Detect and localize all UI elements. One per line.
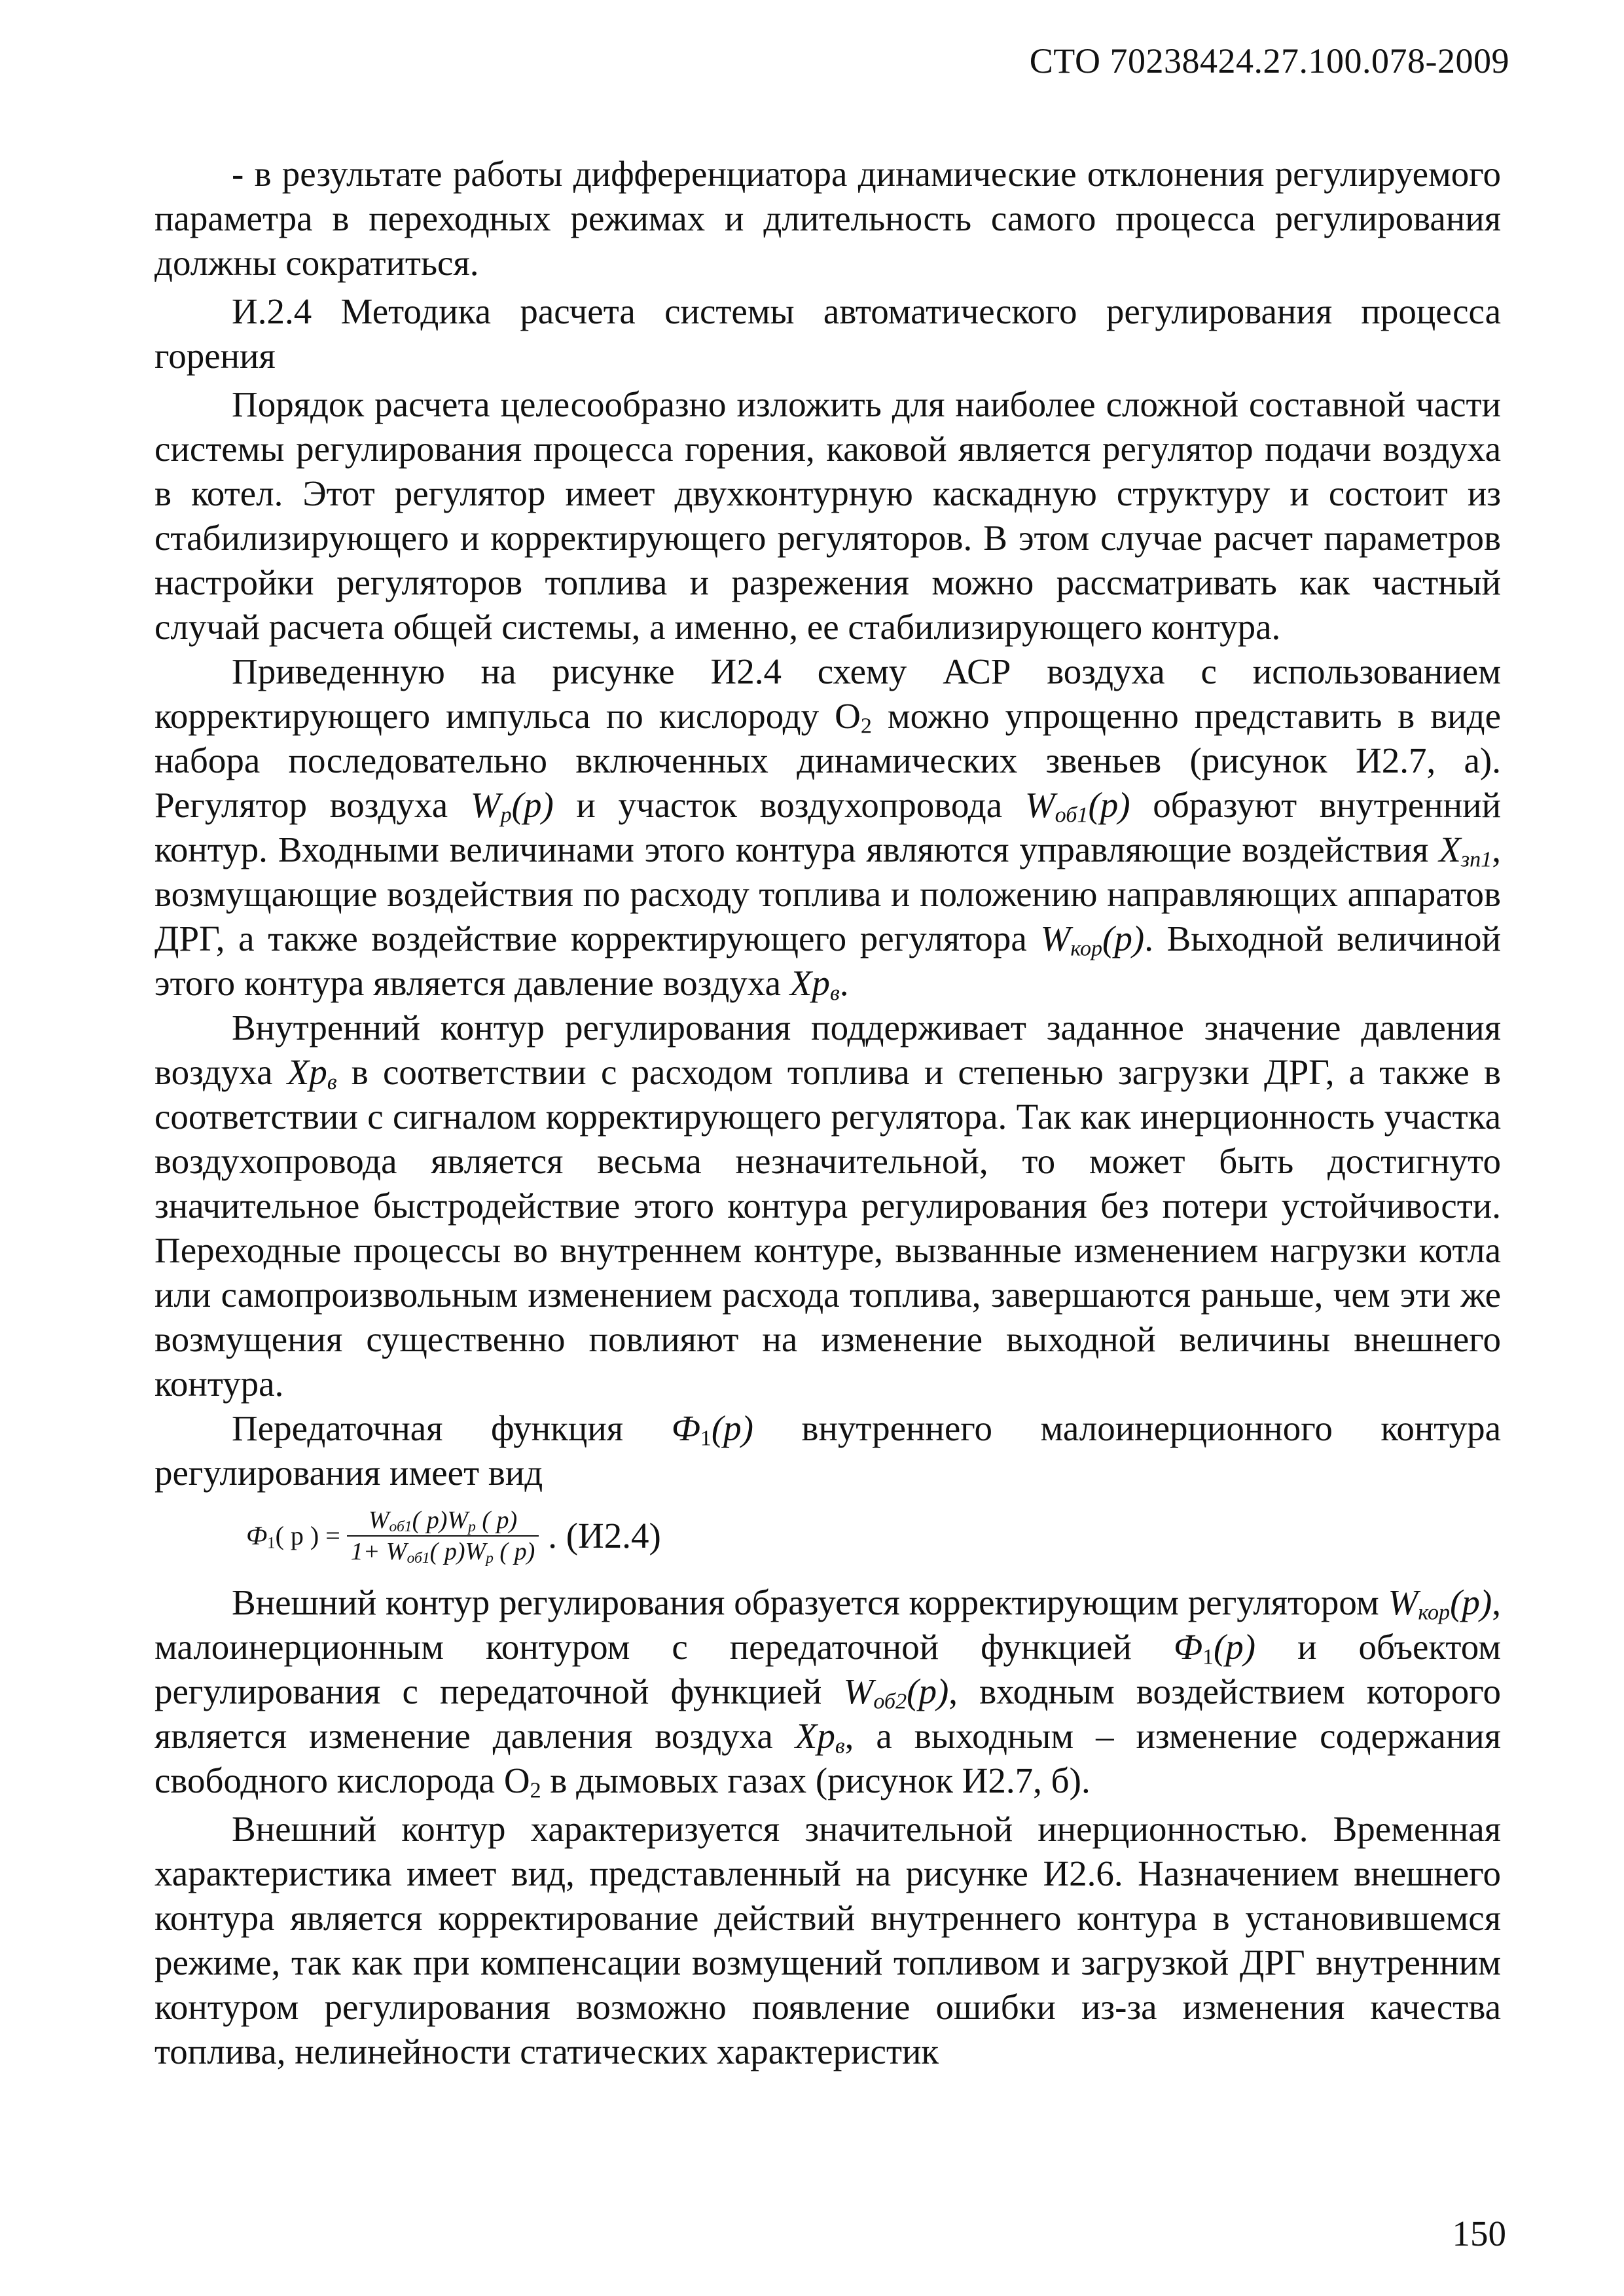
formula-denominator: $1+ W_{об1}$( $p)W_p$ ( p) [350, 1538, 535, 1567]
paragraph-4: Приведенную на рисунке И2.4 схему АСР воздуха с использованием корректирующего импульса по кислороду $O_2$ можно упрощенно представить в виде набора последовательно включенных динамических звеньев (рисунок И2.7, а). Регулятор воздуха $W_p(p)$ и участок воздухопровода $W_{об1}(p)$ образуют внутренний контур. Входными величинами этого контура являются управляющие воздействия $X_{зп1}$, возмущающие воздействия по расходу топлива и положению направляющих аппаратов ДРГ, а также воздействие корректирующего регулятора $W_{кор}(p)$. Выходной величиной этого контура является давление воздуха $Xp_в$. [154, 651, 1502, 1006]
var-xpv: $Xp_в$ [795, 1716, 845, 1758]
paragraph-3: Порядок расчета целесообразно изложить для наиболее сложной составной части системы регулирования процесса горения, каковой является регулятор подачи воздуха в котел. Этот регулятор имеет двухконтурную каскадную структуру и состоит из стабилизирующего и корректирующего регуляторов. В этом случае расчет параметров настройки регуляторов топлива и разрежения можно рассматривать как частный случай расчета общей системы, а именно, ее стабилизирующего контура. [154, 384, 1501, 647]
paragraph-5: Внутренний контур регулирования поддерживает заданное значение давления воздуха $Xp_в$ в соответствии с расходом топлива и степенью загрузки ДРГ, а также в соответствии с сигналом корректирующего регулятора. Так как инерционность участка воздухопровода является весьма незначительной, то может быть достигнуто значительное быстродействие этого контура регулирования без потери устойчивости. Переходные процессы во внутреннем контуре, вызванные изменением нагрузки котла или самопроизвольным изменением расхода топлива, завершаются раньше, чем эти же возмущения существенно повлияют на изменение выходной величины внешнего контура. [154, 1008, 1502, 1404]
var-phi1: $Ф_1(p)$ [671, 1408, 753, 1451]
formula-fraction [347, 1505, 539, 1567]
var-phi1: $Ф_1(p)$ [1173, 1627, 1256, 1669]
page-body [154, 152, 1501, 2074]
formula-number: . (И2.4) [548, 1516, 661, 1556]
formula-numerator: $W_{об1}$( $p)W_p$ ( p) [368, 1506, 518, 1536]
var-xzp1: $X_{зп1}$ [1439, 829, 1492, 872]
section-heading-I-2-4: И.2.4 Методика расчета системы автоматического регулирования процесса горения [154, 291, 1501, 376]
page-number: 150 [1452, 2214, 1506, 2253]
var-wob1: $W_{об1}(p)$ [1024, 785, 1130, 828]
paragraph-8: Внешний контур характеризуется значительной инерционностью. Временная характеристика имеет вид, представленный на рисунке И2.6. Назначением внешнего контура является корректирование действий внутреннего контура в установившемся режиме, так как при компенсации возмущений топливом и загрузкой ДРГ внутренним контуром регулирования возможно появление ошибки из-за изменения качества топлива, нелинейности статических характеристик [154, 1809, 1501, 2071]
formula-I2-4 [246, 1497, 1501, 1575]
document-code-header: СТО 70238424.27.100.078-2009 [1029, 41, 1509, 81]
paragraph-7: Внешний контур регулирования образуется корректирующим регулятором $W_{кор}(p)$, малоинерционным контуром с передаточной функцией $Ф_1(p)$ и объектом регулирования с передаточной функцией $W_{об2}(p)$, входным воздействием которого является изменение давления воздуха $Xp_в$, а выходным – изменение содержания свободного кислорода $O_2$ в дымовых газах (рисунок И2.7, б). [154, 1582, 1501, 1803]
paragraph-6: Передаточная функция $Ф_1(p)$ внутреннего малоинерционного контура регулирования имеет вид [154, 1408, 1502, 1493]
formula-lhs: $Ф_1$( p ) = [246, 1521, 340, 1552]
var-wkor: $W_{кор}(p)$ [1040, 919, 1145, 961]
paragraph-1: - в результате работы дифференциатора динамические отклонения регулируемого параметра в переходных режимах и длительность самого процесса регулирования должны сократиться. [154, 154, 1501, 283]
var-xpv: $Xp_в$ [287, 1052, 337, 1095]
var-wp: $W_p(p)$ [470, 785, 554, 828]
var-wkor: $W_{кор}(p)$ [1388, 1582, 1492, 1625]
var-wob2: $W_{об2}(p)$ [843, 1671, 949, 1714]
var-xpv: $Xp_в$ [789, 963, 840, 1006]
